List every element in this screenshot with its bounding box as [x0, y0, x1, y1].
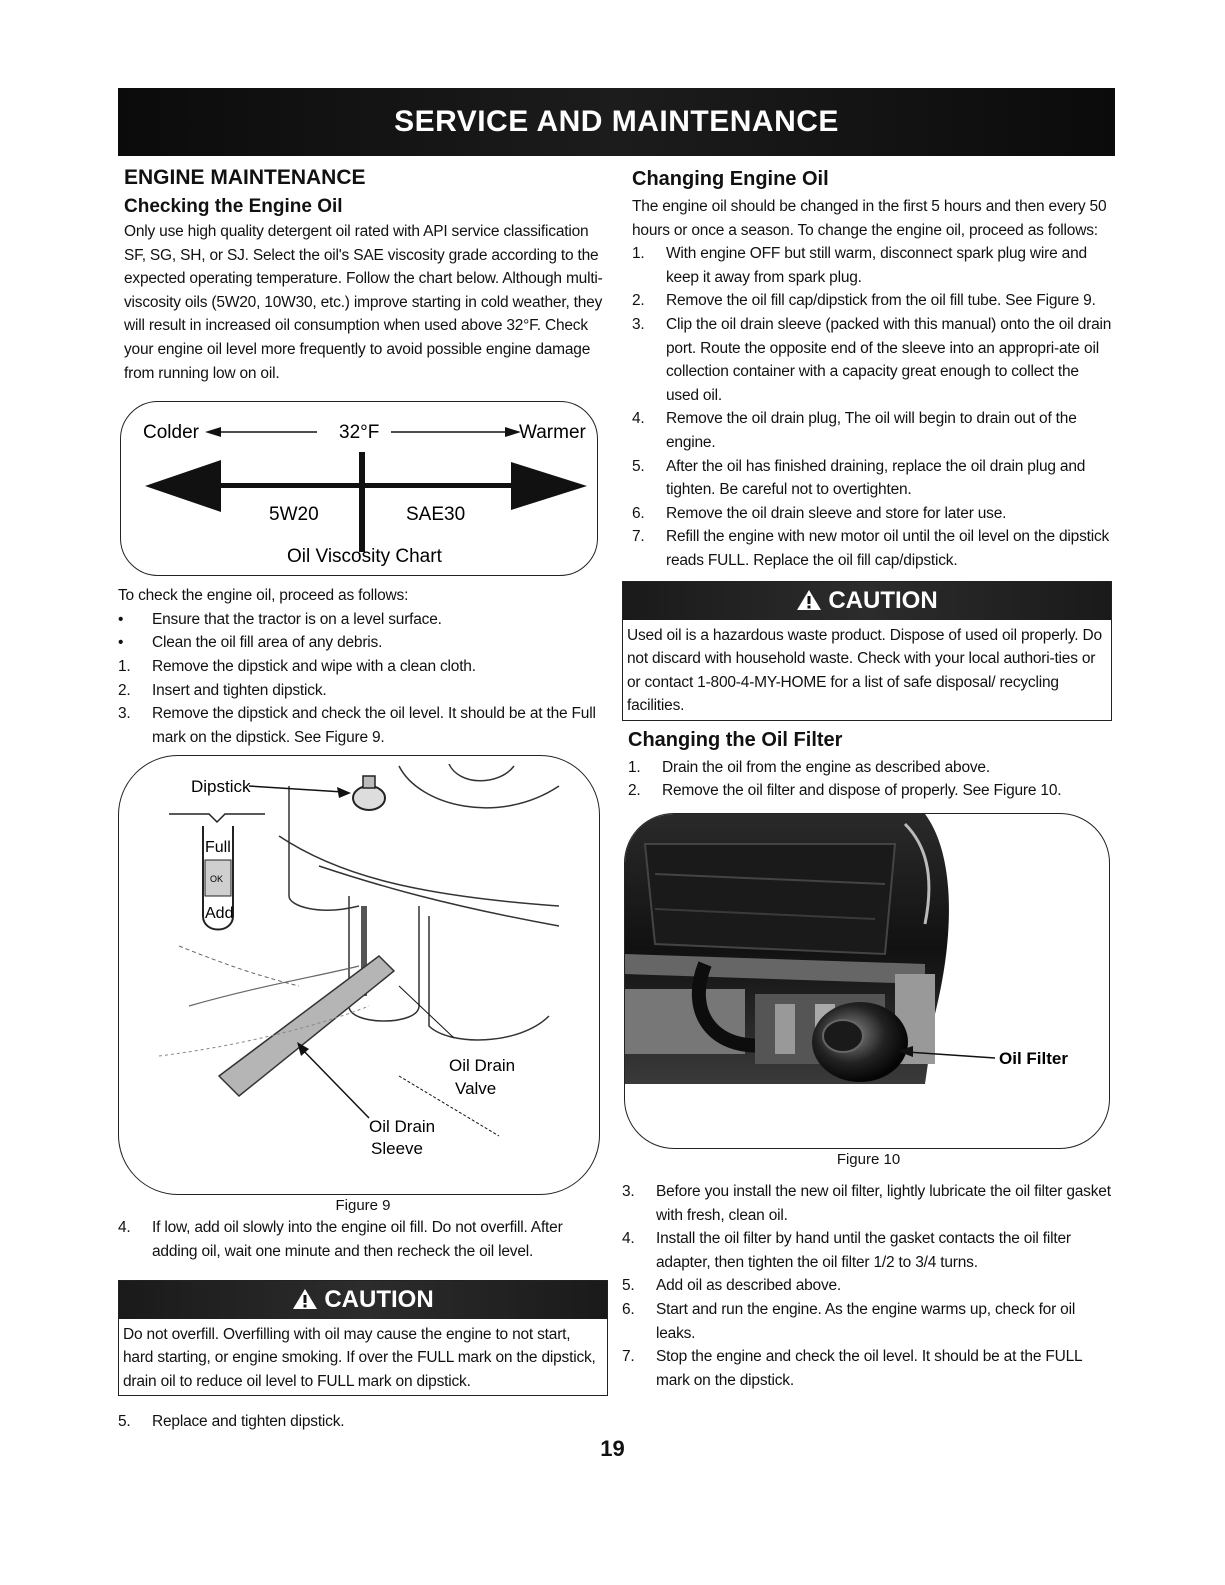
page-title: SERVICE AND MAINTENANCE — [394, 105, 839, 138]
caution-used-oil-box — [622, 581, 1112, 721]
list-item — [622, 1274, 1115, 1298]
list-item — [632, 502, 1115, 526]
step-text: With engine OFF but still warm, disconnect spark plug wire and keep it away from spark plug. — [666, 245, 1087, 286]
step-text: After the oil has finished draining, replace the oil drain plug and tighten. Be careful not to overtighten. — [666, 457, 1086, 499]
checking-oil-paragraph: Only use high quality detergent oil rated with API service classification SF, SG, SH, or SJ. Select the oil's SAE viscosity grade according to the expected operating temperature. Follow the chart below. Although multi-viscosity oils (5W20, 10W30, etc.) improve starting in cold weather, they will result in increased oil consumption when used above 32°F. Check your engine oil level more frequently to avoid possible engine damage from running low on oil. — [124, 223, 603, 382]
list-item — [628, 756, 1115, 780]
check-oil-step-4 — [118, 1216, 608, 1263]
step-number: 4. — [118, 1219, 131, 1237]
figure-10-oil-filter-photo — [624, 813, 1110, 1149]
step-text: Remove the dipstick and check the oil level. It should be at the Full mark on the dipstick. See Figure 9. — [152, 705, 596, 746]
caution-title: CAUTION — [828, 586, 938, 614]
check-oil-step-5 — [118, 1410, 608, 1434]
step-number: 1. — [118, 657, 131, 675]
step-number: 7. — [622, 1348, 635, 1366]
list-item — [632, 289, 1115, 313]
step-text: Stop the engine and check the oil level. It should be at the FULL mark on the dipstick. — [656, 1348, 1082, 1389]
right-column — [622, 160, 1115, 1392]
oil-filter-label: Oil Filter — [999, 1049, 1068, 1069]
drain-sleeve-label-1: Oil Drain — [369, 1117, 436, 1137]
colder-label: Colder — [143, 422, 199, 444]
drain-valve-label-2: Valve — [455, 1079, 497, 1099]
step-text: Install the oil filter by hand until the gasket contacts the oil filter adapter, then tighten the oil filter 1/2 to 3/4 turns. — [656, 1230, 1071, 1271]
figure-9-dipstick-illustration — [118, 755, 600, 1195]
step-text: Add oil as described above. — [656, 1277, 842, 1295]
page-number: 19 — [600, 1436, 625, 1461]
list-item — [622, 1298, 1115, 1345]
colder-arrow-head — [205, 427, 221, 437]
divider-bar — [359, 452, 365, 552]
section-title: ENGINE MAINTENANCE — [124, 166, 366, 189]
step-text: Insert and tighten dipstick. — [152, 681, 327, 699]
step-text: Clip the oil drain sleeve (packed with this manual) onto the oil drain port. Route the opposite end of the sleeve into an appropri-ate oil collection container with a capacity great enough to collect the used oil. — [666, 315, 1112, 404]
list-item — [118, 655, 608, 679]
step-text: Remove the oil drain sleeve and store for later use. — [666, 504, 1007, 522]
list-item — [118, 631, 608, 655]
list-item — [118, 1410, 608, 1434]
dipstick-full-mark: Full — [205, 839, 231, 857]
bullet-marker: • — [118, 634, 124, 652]
changing-oil-paragraph: The engine oil should be changed in the first 5 hours and then every 50 hours or once a season. To change the engine oil, proceed as follows: — [632, 198, 1107, 239]
list-item — [118, 1216, 608, 1263]
warning-triangle-icon — [292, 1288, 318, 1310]
step-text: Remove the oil filter and dispose of properly. See Figure 10. — [662, 782, 1062, 800]
check-oil-bullets — [118, 608, 608, 655]
figure-10-caption: Figure 10 — [836, 1151, 901, 1169]
check-oil-steps — [118, 655, 608, 749]
caution-header — [119, 1281, 607, 1319]
chart-caption: Oil Viscosity Chart — [287, 546, 442, 568]
bullet-text: Clean the oil fill area of any debris. — [152, 634, 383, 652]
caution-title: CAUTION — [324, 1285, 434, 1313]
list-item — [632, 242, 1115, 289]
step-number: 2. — [628, 782, 641, 800]
step-number: 4. — [632, 410, 645, 428]
step-number: 2. — [632, 292, 645, 310]
changing-filter-steps-a — [628, 756, 1115, 803]
step-number: 1. — [628, 758, 641, 776]
step-number: 6. — [622, 1301, 635, 1319]
warning-triangle-icon — [796, 589, 822, 611]
step-number: 3. — [632, 315, 645, 333]
list-item — [118, 679, 608, 703]
checking-oil-heading: Checking the Engine Oil — [124, 196, 343, 217]
step-number: 6. — [632, 504, 645, 522]
dipstick-add-mark: Add — [205, 905, 234, 923]
step-number: 3. — [118, 705, 131, 723]
step-number: 3. — [622, 1183, 635, 1201]
step-text: If low, add oil slowly into the engine oil fill. Do not overfill. After adding oil, wait one minute and then recheck the oil level. — [152, 1219, 563, 1260]
caution-header — [623, 582, 1111, 620]
grade-bar — [221, 483, 521, 488]
step-text: Drain the oil from the engine as described above. — [662, 758, 990, 776]
drain-sleeve-label-2: Sleeve — [371, 1139, 423, 1159]
step-text: Replace and tighten dipstick. — [152, 1413, 345, 1431]
step-text: Remove the oil fill cap/dipstick from the oil fill tube. See Figure 9. — [666, 292, 1096, 310]
step-number: 1. — [632, 245, 645, 263]
left-column — [118, 160, 608, 1434]
dipstick-ok-mark: OK — [210, 874, 224, 885]
right-grade-arrow — [511, 462, 587, 510]
step-number: 7. — [632, 528, 645, 546]
step-number: 5. — [118, 1413, 131, 1431]
changing-oil-steps — [632, 242, 1115, 572]
figure-9-caption: Figure 9 — [335, 1197, 391, 1215]
right-grade-label: SAE30 — [406, 504, 466, 526]
temp-label: 32°F — [339, 422, 380, 444]
list-item — [622, 1345, 1115, 1392]
list-item — [632, 313, 1115, 407]
step-text: Remove the oil drain plug, The oil will begin to drain out of the engine. — [666, 410, 1077, 451]
list-item — [628, 779, 1115, 803]
figure-10-graphic — [625, 814, 1110, 1149]
step-number: 2. — [118, 681, 131, 699]
figure-9-graphic — [119, 756, 600, 1195]
left-grade-label: 5W20 — [269, 504, 319, 526]
oil-viscosity-chart — [120, 401, 598, 576]
caution-text: Do not overfill. Overfilling with oil may cause the engine to not start, hard starting, or engine smoking. If over the FULL mark on the dipstick, drain oil to reduce oil level to FULL mark on dipstick. — [123, 1325, 596, 1390]
list-item — [118, 608, 608, 632]
list-item — [622, 1180, 1115, 1227]
step-text: Remove the dipstick and wipe with a clean cloth. — [152, 657, 476, 675]
list-item — [632, 455, 1115, 502]
left-grade-arrow — [145, 460, 221, 512]
page-header-banner — [118, 88, 1115, 156]
dipstick-label: Dipstick — [191, 777, 251, 797]
drain-valve-label-1: Oil Drain — [449, 1056, 516, 1076]
list-item — [622, 1227, 1115, 1274]
changing-oil-heading: Changing Engine Oil — [632, 168, 829, 190]
step-text: Before you install the new oil filter, lightly lubricate the oil filter gasket with fresh, clean oil. — [656, 1183, 1111, 1224]
step-number: 4. — [622, 1230, 635, 1248]
list-item — [632, 407, 1115, 454]
viscosity-chart-graphic — [121, 402, 599, 577]
bullet-text: Ensure that the tractor is on a level surface. — [152, 610, 442, 628]
step-number: 5. — [622, 1277, 635, 1295]
bullet-marker: • — [118, 610, 124, 628]
step-number: 5. — [632, 457, 645, 475]
step-text: Start and run the engine. As the engine warms up, check for oil leaks. — [656, 1301, 1076, 1342]
caution-overfill-box — [118, 1280, 608, 1397]
changing-filter-heading: Changing the Oil Filter — [628, 728, 843, 751]
list-item — [118, 702, 608, 749]
list-item — [632, 525, 1115, 572]
check-oil-intro: To check the engine oil, proceed as follows: — [118, 587, 409, 605]
caution-text: Used oil is a hazardous waste product. Dispose of used oil properly. Do not discard with household waste. Check with your local authori-ties or or contact 1-800-4-MY-HOME for a list of safe disposal/ recycling facilities. — [627, 626, 1102, 715]
warmer-label: Warmer — [519, 422, 586, 444]
changing-filter-steps-b — [622, 1180, 1115, 1392]
step-text: Refill the engine with new motor oil until the oil level on the dipstick reads FULL. Replace the oil fill cap/dipstick. — [666, 528, 1110, 569]
